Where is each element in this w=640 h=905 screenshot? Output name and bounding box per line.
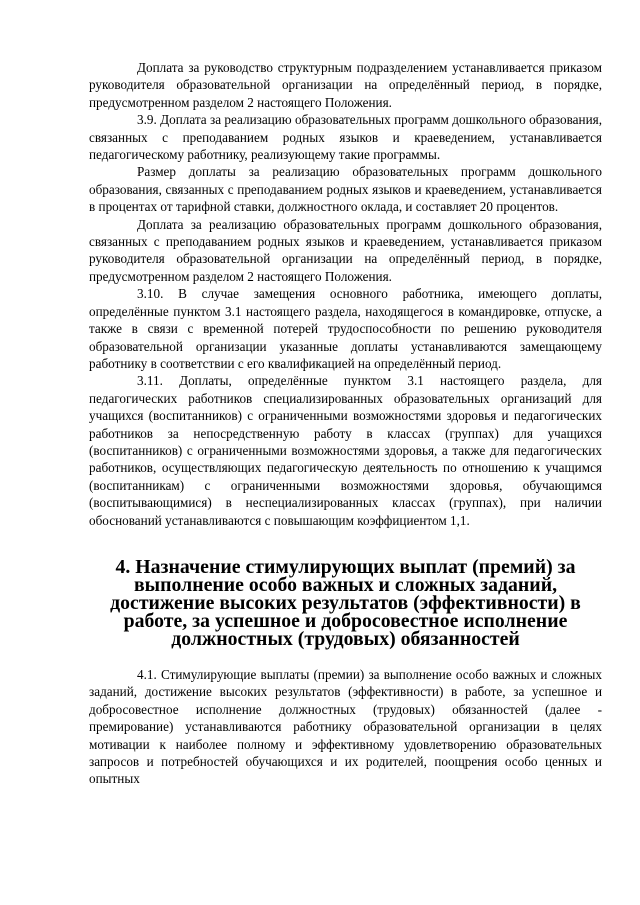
paragraph-head-department-bonus: Доплата за руководство структурным подразделением устанавливается приказом руководителя образовательной организации на определённый период, в порядке, предусмотренном разделом 2 настоящего Положения.: [89, 60, 602, 110]
paragraph-bonus-order: Доплата за реализацию образовательных программ дошкольного образования, связанных с преподаванием родных языков и краеведением, устанавливается приказом руководителя образовательной организации на определённый период, в порядке, предусмотренном разделом 2 настоящего Положения.: [89, 216, 602, 284]
paragraph-4-1: 4.1. Стимулирующие выплаты (премии) за выполнение особо важных и сложных заданий, достижение высоких результатов (эффективности) в работе, за успешное и добросовестное исполнение должностных (трудовых) обязанностей (далее - премирование) устанавливаются работнику образовательной организации в целях мотивации к наиболее полному и эффективному удовлетворению образовательных запросов и потребностей обучающихся и их родителей, поощрения особо ценных и опытных: [89, 666, 602, 787]
heading-spacer: [89, 648, 602, 666]
paragraph-3-9: 3.9. Доплата за реализацию образовательных программ дошкольного образования, связанных с преподаванием родных языков и краеведением, устанавливается педагогическому работнику, реализующему такие программы.: [89, 112, 602, 163]
paragraph-3-10: 3.10. В случае замещения основного работника, имеющего доплаты, определённые пунктом 3.1 настоящего раздела, находящегося в командировке, отпуске, а также в связи с временной потерей трудоспособности по решению руководителя образовательной организации указанные доплаты устанавливаются замещающему работнику в соответствии с его квалификацией на определённый период.: [89, 286, 602, 371]
paragraph-3-11: 3.11. Доплаты, определённые пунктом 3.1 настоящего раздела, для педагогических работников специализированных образовательных организаций для учащихся (воспитанников) с ограниченными возможностями здоровья и педагогических работников за непосредственную работу в классах (группах) для учащихся (воспитанников) с ограниченными возможностями здоровья, а также для педагогических работников, осуществляющих педагогическую деятельность по отношению к учащимся (воспитанникам) с ограниченными возможностями здоровья, обучающимся (воспитывающимися) в неспециализированных классах (группах), при наличии обоснований устанавливаются с повышающим коэффициентом 1,1.: [89, 373, 602, 528]
section-4-heading: 4. Назначение стимулирующих выплат (премий) за выполнение особо важных и сложных заданий, достижение высоких результатов (эффективности) в работе, за успешное и добросовестное исполнение должностных (трудовых) обязанностей: [110, 555, 581, 650]
paragraph-bonus-size: Размер доплаты за реализацию образовательных программ дошкольного образования, связанных с преподаванием родных языков и краеведением, устанавливается в процентах от тарифной ставки, должностного оклада, и составляет 20 процентов.: [89, 164, 602, 215]
document-page: [89, 59, 602, 788]
